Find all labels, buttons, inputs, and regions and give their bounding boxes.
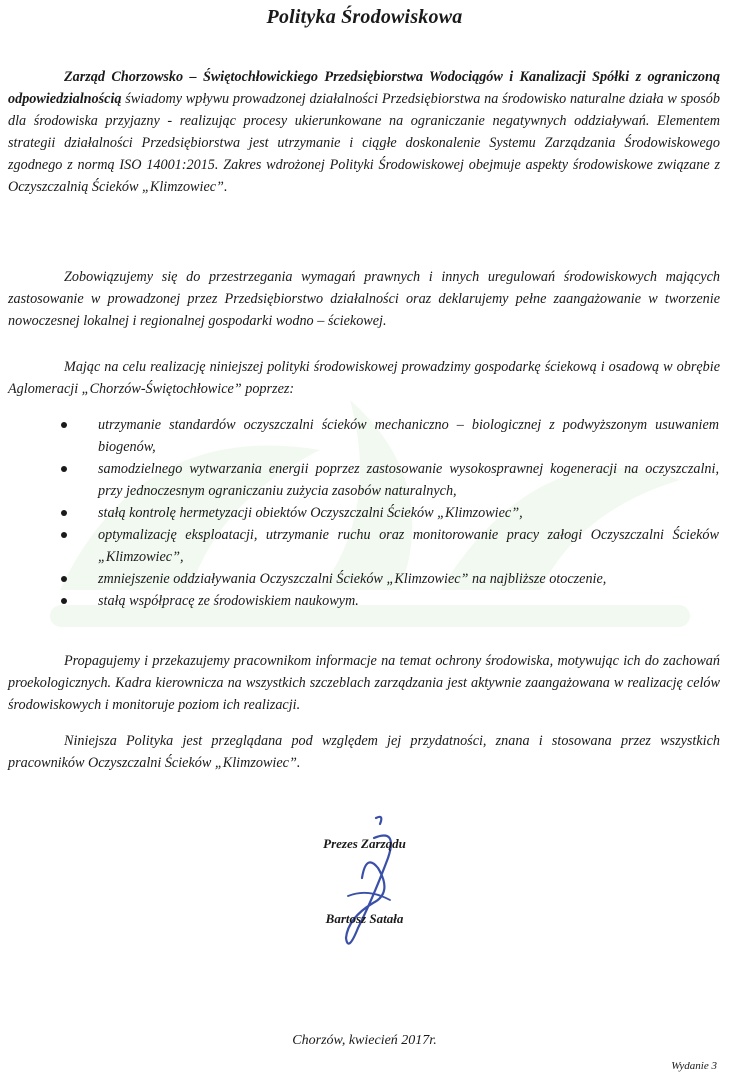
list-item: [0, 568, 729, 590]
list-item-text: stałą współpracę ze środowiskiem naukowym.: [98, 593, 359, 609]
list-item-text: zmniejszenie oddziaływania Oczyszczalni Ścieków „Klimzowiec” na najbliższe otoczenie,: [98, 571, 607, 587]
bullet-icon: [61, 598, 67, 604]
bullet-icon: [61, 510, 67, 516]
signatory-name: Bartosz Satała: [325, 911, 404, 926]
paragraph-intro-bold: Zarząd Chorzowsko – Świętochłowickiego Przedsiębiorstwa Wodociągów i Kanalizacji Spółki z ograniczoną odpowiedzialnością: [8, 69, 720, 107]
bullet-icon: [61, 576, 67, 582]
handwritten-signature: [318, 808, 418, 958]
signatory-title: Prezes Zarządu: [323, 836, 406, 851]
page-title: Polityka Środowiskowa: [266, 6, 463, 28]
list-item: [0, 414, 729, 458]
list-item-text: samodzielnego wytwarzania energii poprzez zastosowanie wysokosprawnej kogeneracji na oczyszczalni, przy jednoczesnym ograniczaniu zużycia zasobów naturalnych,: [98, 461, 719, 499]
list-item: [0, 524, 729, 568]
bullet-icon: [61, 532, 67, 538]
paragraph-goals: Mając na celu realizację niniejszej polityki środowiskowej prowadzimy gospodarkę ściekową i osadową w obrębie Aglomeracji „Chorzów-Świętochłowice” poprzez:: [8, 359, 720, 397]
paragraph-intro: [8, 66, 720, 198]
edition-label: Wydanie 3: [671, 1060, 717, 1072]
paragraph-education: Propagujemy i przekazujemy pracownikom informacje na temat ochrony środowiska, motywując ich do zachowań proekologicznych. Kadra kierownicza na wszystkich szczeblach zarządzania jest aktywnie zaangażowana w realizację celów środowiskowych i monitoruje poziom ich realizacji.: [8, 653, 720, 713]
bullet-icon: [61, 466, 67, 472]
paragraph-intro-text: świadomy wpływu prowadzonej działalności Przedsiębiorstwa na środowisko naturalne działa w sposób dla środowiska przyjazny - realizując procesy ukierunkowane na ograniczanie negatywnych oddziaływań. Elementem strategii działalności Przedsiębiorstwa jest utrzymanie i ciągłe doskonalenie Systemu Zarządzania Środowiskowego zgodnego z normą ISO 14001:2015. Zakres wdrożonej Polityki Środowiskowej obejmuje aspekty środowiskowe związane z Oczyszczalnią Ścieków „Klimzowiec”.: [8, 91, 720, 195]
paragraph-commitment: Zobowiązujemy się do przestrzegania wymagań prawnych i innych uregulowań środowiskowych mających zastosowanie w prowadzonej przez Przedsiębiorstwo działalności oraz deklarujemy pełne zaangażowanie w tworzenie nowoczesnej lokalnej i regionalnej gospodarki wodno – ściekowej.: [8, 269, 720, 329]
paragraph-review: Niniejsza Polityka jest przeglądana pod względem jej przydatności, znana i stosowana przez wszystkich pracowników Oczyszczalni Ścieków „Klimzowiec”.: [8, 733, 720, 771]
list-item-text: utrzymanie standardów oczyszczalni ścieków mechaniczno – biologicznej z podwyższonym usuwaniem biogenów,: [98, 417, 719, 455]
list-item-text: stałą kontrolę hermetyzacji obiektów Oczyszczalni Ścieków „Klimzowiec”,: [98, 505, 523, 521]
list-item-text: optymalizację eksploatacji, utrzymanie ruchu oraz monitorowanie pracy załogi Oczyszczalni Ścieków „Klimzowiec”,: [98, 527, 719, 565]
place-date: Chorzów, kwiecień 2017r.: [292, 1033, 437, 1048]
list-item: [0, 502, 729, 524]
list-item: [0, 458, 729, 502]
list-item: [0, 590, 729, 612]
bullet-list: [0, 414, 729, 612]
bullet-icon: [61, 422, 67, 428]
